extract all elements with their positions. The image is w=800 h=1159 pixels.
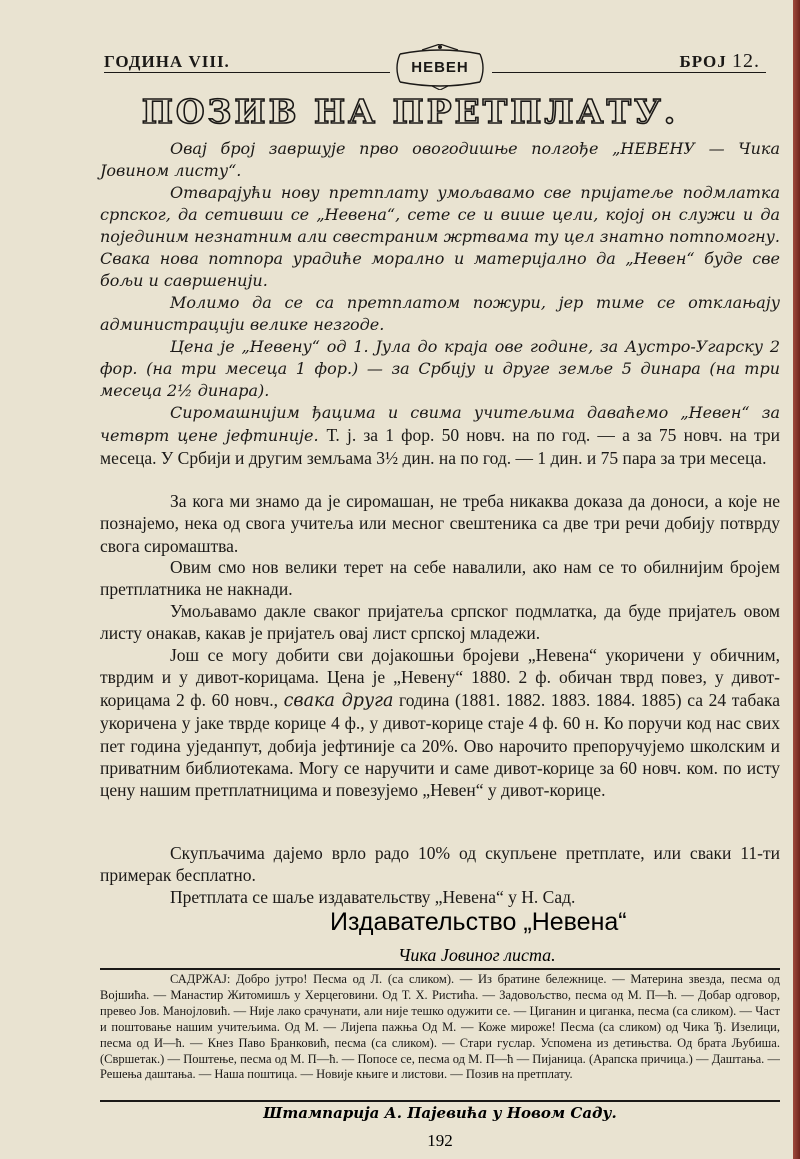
printer-line: Штампарија А. Пајевића у Новом Саду. [263,1104,617,1122]
issue-label [680,50,761,73]
book-spine-edge [793,0,800,1159]
paragraph-8: Умољавамо дакле сваког пријатеља српског подмлатка, да буде пријатељ овом листу онакав, какав је пријатељ овај лист српској младежи. [100,601,780,644]
paragraph-2: Отварајући нову претплату умољавамо све пријатеље подмлатка српског, да сетивши се „Невена“, сете се и више цели, којој он служи и да појединим незнатним али свестраним жртвама ту цел знатно потпомогну. Свака нова потпора урадиће морално и материјално да „Невен“ буде све бољи и савршенији. [100,183,780,290]
year-label: ГОДИНА VIII. [104,52,230,71]
paragraph-4: Цена је „Невену“ од 1. Јула до краја ове године, за Аустро-Угарску 2 фор. (на три месеца 1 фор.) — за Србију и друге земље 5 динара (на три месеца 2½ динара). [100,337,780,400]
issue-word: БРОЈ [679,52,727,71]
page-title: ПОЗИВ НА ПРЕТПЛАТУ. [141,92,679,131]
paragraph-7: Овим смо нов велики терет на себе навалили, ако нам се то обилнијим бројем претплатника не накнади. [100,557,780,600]
paragraph-10: Скупљачима дајемо врло радо 10% од скупљене претплате, или сваки 11-ти примерак бесплатно. [100,843,780,886]
paragraph-5-roman: Т. ј. за 1 фор. 50 новч. на по год. — а за 75 новч. на три месеца. У Србији и другим земљама 3½ дин. на по год. — 1 дин. и 75 пара за три месеца. [100,425,780,468]
publisher-subtitle: Чика Јовиног листа. [398,945,556,965]
publisher-signature: Издавательство „Невена“ [330,908,627,936]
paragraph-1: Овај број завршује прво овогодишње полгође „НЕВЕНУ — Чика Јовином листу“. [100,139,780,180]
paragraph-9a: Још се могу добити сви дојакошњи бројеви „Невена“ укоричени у обичним, тврдим и у дивот-корицама. Цена је „Невену“ 1880. 2 ф. обичан тврд повез, у дивот-корицама 2 ф. 60 новч., [100,645,780,710]
paragraph-9-italic: свака друга [283,690,394,711]
brand-title: НЕВЕН [411,59,469,76]
paragraph-5-italic: Сиромашнијим ђацима и свима учитељима даваћемо „Невен“ за четврт цене јефтиније. [100,403,780,445]
running-header [100,46,780,82]
divider-bottom [100,1100,780,1102]
issue-number: 12. [732,50,760,72]
paragraph-6: За кога ми знамо да је сиромашан, не треба никаква доказа да доноси, а које не познајемо, нека од свога учитеља или месног свештеника са две три речи добију потврду свога сиромаштва. [100,491,780,556]
paragraph-9b: година (1881. 1882. 1883. 1884. 1885) са 24 табака укоричена у јаке тврде корице 4 ф., у дивот-корице стаје 4 ф. 60 н. Ко поручи код нас свих пет година уједанпут, добија јефтиније са 20%. Ово нарочито препоручујемо школским и приватним библиотекама. Могу се наручити и саме дивот-корице за 60 новч. ком. по исту цену нашим претплатницима и повезујемо „Невен“ у дивот-корице. [100,689,781,801]
header-rule-left [104,72,390,73]
paragraph-9 [100,644,780,802]
divider-top [100,968,780,970]
table-of-contents: САДРЖАЈ: Добро јутро! Песма од Л. (са сликом). — Из братине бележнице. — Материна звезда, песма од Војшића. — Манастир Житомишљ у Херцеговини. Од Т. Х. Ристића. — Задовољство, песма од М. П—ћ. — Добар одговор, превео Јов. Манојловић. — Није лако срачунати, али није тешко одужити се. — Циганин и циганка, песма (са сликом). — Част и поштовање нашим учитељима. Од М. — Лијепа пажња Од М. — Коже мироже! Песма (са сликом) од Чика Ђ. Изелици, песма од И—ћ. — Кнез Паво Бранковић, песма (са сликом). — Стари гуслар. Успомена из детињства. Од брата Љубиша. (Свршетак.) — Поштење, песма од М. П—ћ. — Попосе се, песма од М. П—ћ — Пијаница. (Арапска причица.) — Даштања. — Решења даштања. — Наша поштица. — Новије књиге и листови. — Позив на претплату. [100,972,780,1082]
paragraph-11: Претплата се шаље издавательству „Невена“ у Н. Сад. [170,887,576,907]
paragraph-5 [100,402,780,470]
brand-emblem [392,44,488,90]
paragraph-3: Молимо да се са претплатом пожури, јер тиме се отклањају администрацији велике незгоде. [100,293,780,334]
page-number: 192 [427,1131,453,1150]
